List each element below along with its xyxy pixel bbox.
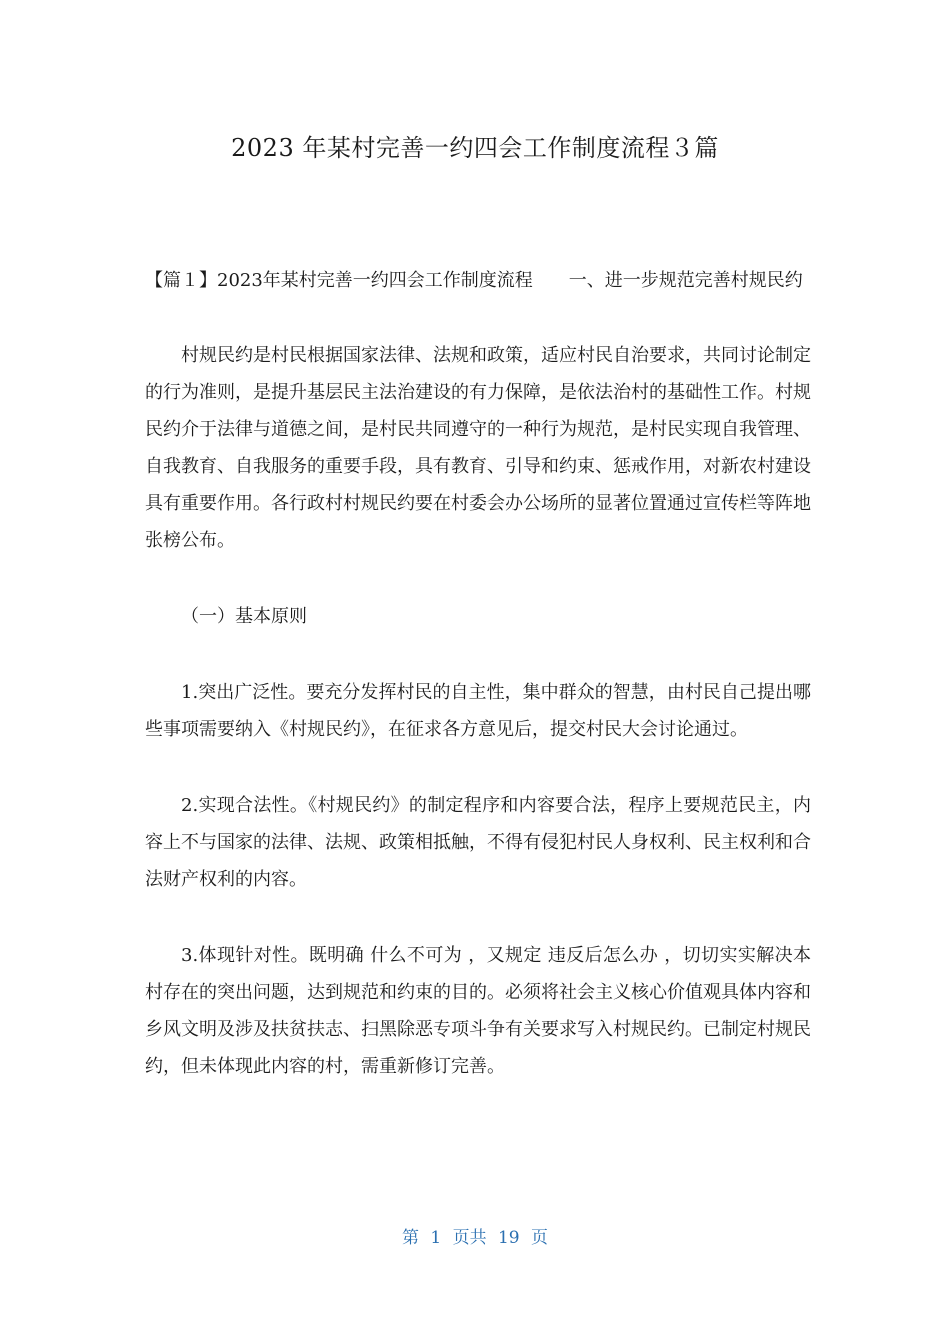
document-title: 2023 年某村完善一约四会工作制度流程３篇: [231, 134, 719, 162]
subheading-basic-principles: （一）基本原则: [181, 606, 307, 627]
document-body: [145, 262, 811, 1124]
paragraph-principle-1: 1.突出广泛性。要充分发挥村民的自主性，集中群众的智慧，由村民自己提出哪些事项需要纳入《村规民约》，在征求各方意见后，提交村民大会讨论通过。: [145, 682, 811, 740]
paragraph-principle-3: 3.体现针对性。既明确 什么不可为 ，又规定 违反后怎么办 ，切切实实解决本村存在的突出问题，达到规范和约束的目的。必须将社会主义核心价值观具体内容和乡风文明及涉及扶贫扶志、扫黑除恶专项斗争有关要求写入村规民约。已制定村规民约，但未体现此内容的村，需重新修订完善。: [145, 945, 811, 1077]
paragraph-principle-2: 2.实现合法性。《村规民约》的制定程序和内容要合法，程序上要规范民主，内容上不与国家的法律、法规、政策相抵触，不得有侵犯村民人身权利、民主权利和合法财产权利的内容。: [145, 795, 811, 890]
page-footer: 第 1 页共 19 页: [401, 1228, 549, 1248]
section-heading: 【篇１】2023年某村完善一约四会工作制度流程 一、进一步规范完善村规民约: [145, 270, 803, 291]
paragraph-intro: 村规民约是村民根据国家法律、法规和政策，适应村民自治要求，共同讨论制定的行为准则，是提升基层民主法治建设的有力保障，是依法治村的基础性工作。村规民约介于法律与道德之间，是村民共同遵守的一种行为规范，是村民实现自我管理、自我教育、自我服务的重要手段，具有教育、引导和约束、惩戒作用，对新农村建设具有重要作用。各行政村村规民约要在村委会办公场所的显著位置通过宣传栏等阵地张榜公布。: [145, 345, 811, 551]
